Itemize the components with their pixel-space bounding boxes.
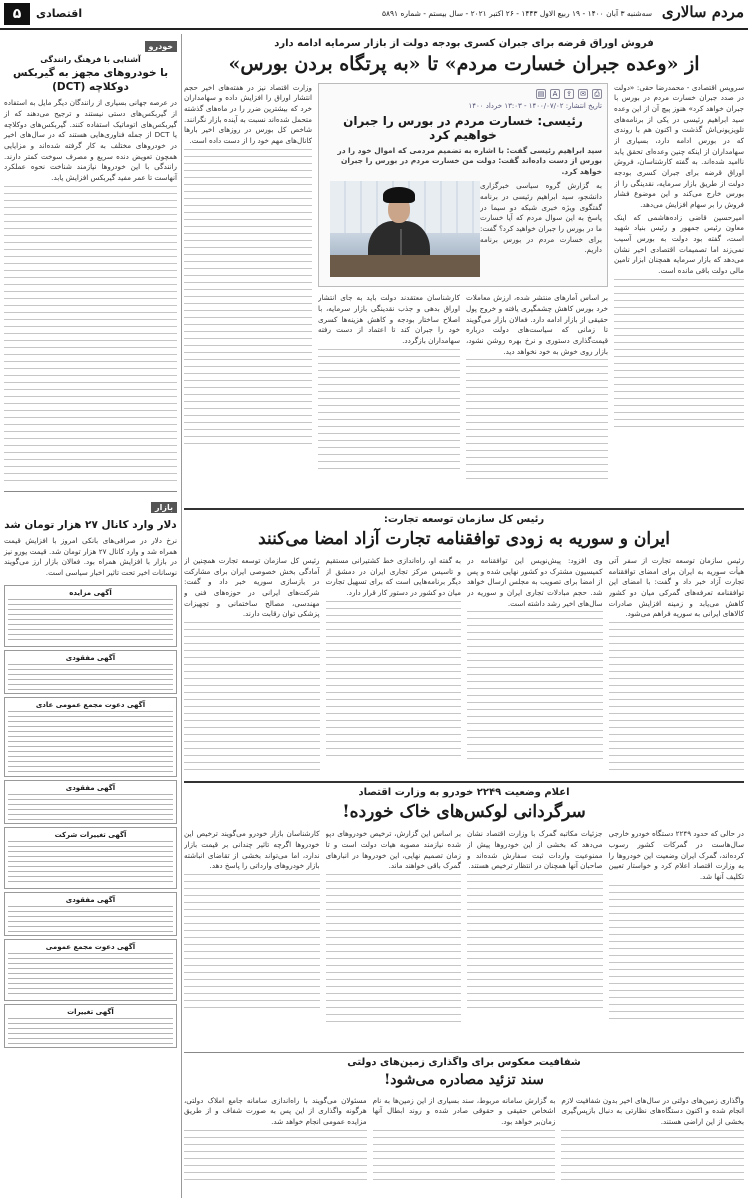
- third-story-column: [609, 829, 745, 1047]
- paragraph: سرویس اقتصادی - محمدرضا حقی: «دولت در صدد جبران خسارت مردم در بورس با جبران خواهد کرد» هنوز پیچ آن از این وعده سید ابراهیم رئیسی در یکی از برنامه‌های تلویزیونی‌اش گذشت و اکنون هم با روندی که در بورس ادامه دارد، بسیاری از سهامداران از اینکه چنین وعده‌ای تحقق یابد ناامید شده‌اند. به گفته کارشناسان، فروش اوراق قرضه برای جبران کسری بودجه دولت از طریق بازار سرمایه، نقدینگی را از بورس خارج می‌کند و این موضوع فشار فروش را بر سهام افزایش می‌دهد.: [614, 82, 744, 209]
- fourth-story: [184, 1057, 744, 1201]
- ad-title: آگهی دعوت مجمع عمومی: [45, 942, 136, 951]
- paragraph: به گزارش سامانه مربوط، سند بسیاری از این زمین‌ها به نام اشخاص حقیقی و حقوقی صادر شده و روند ابطال آنها زمان‌بر خواهد بود.: [372, 1095, 556, 1127]
- third-story-headline: سرگردانی لوکس‌های خاک‌ خورده!: [342, 802, 586, 822]
- section-divider: [184, 781, 744, 783]
- ad-text: [8, 711, 173, 773]
- feature-lead: سید ابراهیم رئیسی گفت: با اشاره به تضمیم مردمی که اموال خود را در بورس از دست داده‌اند گفت: دولت من خسارت مردم در بورس را جبران خواهد کرد.: [337, 145, 602, 176]
- classified-ad: [4, 939, 177, 1001]
- classified-ads: [4, 585, 177, 1048]
- text-continuation: [4, 186, 177, 486]
- ad-title: آگهی تغییرات: [67, 1007, 114, 1016]
- paragraph: در حالی که حدود ۲۲۴۹ دستگاه خودرو خارجی سال‌هاست در گمرکات کشور رسوب کرده‌اند، گمرک ایران وضعیت این خودروها را به وزارت اقتصاد اعلام کرد و خواستار تعیین تکلیف آنها شد.: [608, 829, 744, 881]
- second-story-column: [609, 556, 745, 776]
- text-continuation: [318, 349, 460, 469]
- left-sidebar: [4, 34, 182, 1198]
- second-story-kicker: رئیس کل سازمان توسعه تجارت:: [383, 513, 545, 525]
- second-story-column: [326, 556, 462, 776]
- main-news-area: [184, 34, 744, 1198]
- ad-text: [8, 664, 173, 690]
- text-continuation: [609, 885, 745, 1025]
- paragraph: کارشناسان معتقدند دولت باید به جای انتشار اوراق بدهی و جذب نقدینگی بازار سرمایه، با اصلاح ساختار بودجه و کاهش هزینه‌ها کسری خود را جبران کند تا اعتماد از دست رفته سهامداران بازگردد.: [318, 293, 460, 345]
- photo-desk: [330, 255, 480, 277]
- feature-title: رئیسی: خسارت مردم در بورس را جبران خواهیم کرد: [343, 113, 583, 142]
- text-continuation: [184, 149, 312, 449]
- text-continuation: [614, 279, 744, 429]
- paragraph: مسئولان می‌گویند با راه‌اندازی سامانه جامع املاک دولتی، هرگونه واگذاری از این پس به صورت شفاف و از طریق مزایده عمومی انجام خواهد شد.: [183, 1095, 367, 1127]
- text-continuation: [609, 622, 745, 772]
- sidebar-market-story: [4, 495, 177, 579]
- news-photo: [330, 181, 480, 277]
- ad-text: [8, 1018, 173, 1044]
- ad-title: آگهی مفقودی: [65, 653, 116, 662]
- share-icon[interactable]: ⇪: [564, 89, 574, 99]
- section-divider: [184, 1052, 744, 1053]
- lead-story-kicker: فروش اوراق قرضه برای جبران کسری بودجه دولت از بازار سرمایه ادامه دارد: [274, 38, 654, 49]
- text-continuation: [561, 1130, 744, 1180]
- page-number: ۵: [4, 3, 30, 25]
- lead-story: [184, 38, 744, 503]
- sidebar-body: در عرصه جهانی بسیاری از رانندگان دیگر مایل به استفاده از گیربکس‌های دستی نیستند و ترجیح می‌دهند که از گیربکس‌های اتوماتیک استفاده کنند. گیربکس‌های دوکلاچه یا DCT از جمله فناوری‌هایی هستند که در سال‌های اخیر در خودروهای مختلف به کار گرفته شده‌اند و مزایایی همچون تعویض دنده سریع و مصرف سوخت کمتر دارند. رانندگی با این خودروها نیازمند شناخت نحوه عملکرد آنهاست تا عمر مفید گیربکس افزایش یابد.: [4, 98, 177, 182]
- issue-info: سه‌شنبه ۳ آبان ۱۴۰۰ - ۱۹ ربیع الاول ۱۴۴۳ - ۲۶ اکتبر ۲۰۲۱ - سال بیستم - شماره ۵۸۹۱: [381, 9, 652, 18]
- third-story-column: [184, 829, 320, 1047]
- third-story: [184, 787, 744, 1047]
- text-continuation: [184, 874, 320, 1014]
- paragraph: وی افزود: پیش‌نویس این توافقنامه در کمیسیون مشترک دو کشور نهایی شده و پس از امضا برای تصویب به مجلس ارسال خواهد شد. حجم مبادلات تجاری ایران و سوریه در سال‌های اخیر رشد داشته است.: [467, 556, 603, 608]
- feature-box-column: [318, 83, 608, 503]
- ad-title: آگهی مزایده: [69, 588, 112, 597]
- paragraph: بر اساس این گزارش، ترخیص خودروهای دپو شده نیازمند مصوبه هیات دولت است و تا زمان تصمیم نهایی، این خودروها در انبارهای گمرک باقی خواهند ماند.: [325, 829, 461, 871]
- second-story-headline: ایران و سوریه به زودی توافقنامه تجارت آزاد امضا می‌کنند: [258, 528, 670, 549]
- lead-story-column: [184, 83, 312, 503]
- classified-ad: [4, 780, 177, 824]
- text-continuation: [467, 874, 603, 1014]
- paragraph: بر اساس آمارهای منتشر شده، ارزش معاملات خرد بورس کاهش چشمگیری یافته و خروج پول حقیقی از بازار ادامه دارد. فعالان بازار می‌گویند تا زمانی که سیاست‌های دولت درباره قیمت‌گذاری دستوری و نرخ بهره روشن نشود، بازار روی خوش به خود نخواهد دید.: [466, 293, 608, 356]
- sidebar-kicker: آشنایی با فرهنگ رانندگی: [40, 55, 141, 64]
- ad-text: [8, 953, 173, 997]
- ad-text: [8, 794, 173, 820]
- sidebar-tag: خودرو: [145, 41, 177, 52]
- feature-box: [318, 83, 608, 288]
- text-continuation: [326, 601, 462, 761]
- sidebar-market-body: نرخ دلار در صرافی‌های بانکی امروز با افزایش قیمت همراه شد و وارد کانال ۲۷ هزار تومان شد. قیمت یورو نیز در بازار با افزایش همراه بود. فعالان بازار ارز می‌گویند نوسانات اخیر تحت تاثیر اخبار سیاسی است.: [4, 536, 178, 578]
- third-story-column: [326, 829, 462, 1047]
- text-continuation: [326, 874, 462, 1024]
- paragraph: رئیس سازمان توسعه تجارت از سفر آتی هیأت سوریه به ایران برای امضای توافقنامه تجارت آزاد خبر داد و گفت: با امضای این توافقنامه تعرفه‌های گمرکی میان دو کشور کاهش می‌یابد و زمینه افزایش صادرات کالاهای ایرانی به سوریه فراهم می‌شود.: [608, 556, 744, 619]
- sidebar-story: [4, 34, 177, 486]
- text-continuation: [466, 359, 608, 479]
- sidebar-tag: بازار: [151, 502, 177, 513]
- print-icon[interactable]: ⎙: [592, 89, 602, 99]
- third-story-kicker: اعلام وضعیت ۲۲۴۹ خودرو به وزارت اقتصاد: [358, 787, 570, 798]
- third-story-column: [467, 829, 603, 1047]
- newspaper-logo: مردم سالاری: [661, 3, 744, 21]
- classified-ad: [4, 1004, 177, 1048]
- paragraph: کارشناسان بازار خودرو می‌گویند ترخیص این خودروها اگرچه تاثیر چندانی بر قیمت بازار ندارد، اما می‌تواند بخشی از تقاضای انباشته بازار خودروهای وارداتی را پاسخ دهد.: [184, 829, 320, 871]
- ad-text: [8, 841, 173, 885]
- masthead: [0, 0, 748, 30]
- feature-body: به گزارش گروه سیاسی خبرگزاری دانشجو، سید ابراهیم رئیسی در برنامه گفتگوی ویژه خبری شبکه دو سیما در پاسخ به این سوال مردم که آیا خسارت ما در بورس را جبران خواهید کرد؟ گفت: برای خسارت مردم در بورس برنامه داریم.: [480, 181, 602, 255]
- classified-ad: [4, 892, 177, 936]
- second-story-column: [184, 556, 320, 776]
- fourth-story-column: [184, 1096, 367, 1201]
- ad-title: آگهی مفقودی: [65, 783, 116, 792]
- section-title: اقتصادی: [36, 7, 83, 20]
- section-divider: [4, 491, 177, 492]
- lead-story-column: [318, 293, 460, 479]
- lead-story-column: [466, 293, 608, 479]
- lead-story-headline: از «وعده جبران خسارت مردم» تا «به پرتگاه بردن بورس»: [228, 53, 700, 75]
- paragraph: جزئیات مکاتبه گمرک با وزارت اقتصاد نشان می‌دهد که بخشی از این خودروها پیش از ممنوعیت واردات ثبت سفارش شده‌اند و صاحبان آنها همچنان در انتظار ترخیص هستند.: [467, 829, 603, 871]
- paragraph: وزارت اقتصاد نیز در هفته‌های اخیر حجم انتشار اوراق را افزایش داده و سهامداران خرد که بیشترین ضرر را در ماه‌های گذشته متحمل شده‌اند نسبت به آینده بازار نگرانند. شاخص کل بورس در روزهای اخیر بارها کانال‌های مهم خود را از دست داده است.: [184, 82, 312, 146]
- second-story-column: [467, 556, 603, 776]
- feature-date: تاریخ انتشار: ۱۴۰۰/۰۷/۰۲ - ۱۳:۰۳ خرداد ۱۴۰۰: [468, 101, 602, 110]
- fourth-story-kicker: شفافیت معکوس برای واگذاری زمین‌های دولتی: [347, 1057, 581, 1069]
- section-divider: [184, 508, 744, 510]
- lead-story-column: [614, 83, 744, 503]
- share-toolbar: [324, 89, 602, 99]
- save-icon[interactable]: ▤: [537, 89, 545, 98]
- sidebar-market-title: دلار وارد کانال ۲۷ هزار تومان شد: [4, 518, 177, 531]
- fourth-story-headline: سند تزئید مصادره می‌شود!: [384, 1072, 544, 1089]
- ad-title: آگهی مفقودی: [65, 895, 116, 904]
- photo-figure-turban: [383, 187, 415, 203]
- ad-text: [8, 906, 173, 932]
- classified-ad: [4, 827, 177, 889]
- text-continuation: [184, 1130, 367, 1180]
- text-continuation: [184, 622, 320, 772]
- paragraph: امیرحسین قاضی زاده‌هاشمی که اینک معاون رئیس جمهور و رئیس بنیاد شهید است، گفته بود دولت به بورس آسیب نمی‌زند اما تصمیمات اقتصادی اخیر نشان می‌دهد که بازار سرمایه همچنان ابزار تامین مالی دولت باقی مانده است.: [614, 212, 744, 275]
- sidebar-title: با خودروهای مجهز به گیربکس دوکلاچه (DCT): [12, 67, 169, 93]
- text-continuation: [373, 1130, 556, 1180]
- classified-ad: [4, 697, 177, 777]
- classified-ad: [4, 650, 177, 694]
- email-icon[interactable]: ✉: [578, 89, 588, 99]
- paragraph: به گفته او، راه‌اندازی خط کشتیرانی مستقیم و تاسیس مرکز تجاری ایران در دمشق از دیگر برنامه‌هایی است که برای تسهیل تجارت میان دو کشور در دستور کار قرار دارد.: [325, 556, 461, 597]
- paragraph: رئیس کل سازمان توسعه تجارت همچنین از آمادگی بخش خصوصی ایران برای مشارکت در بازسازی سوریه خبر داد و گفت: شرکت‌های ایرانی در حوزه‌های فنی و مهندسی، مصالح ساختمانی و تجهیزات پزشکی توان رقابت دارند.: [184, 556, 320, 619]
- ad-title: آگهی تغییرات شرکت: [54, 830, 127, 839]
- second-story: [184, 514, 744, 776]
- ad-text: [8, 599, 173, 643]
- classified-ad: [4, 585, 177, 647]
- paragraph: واگذاری زمین‌های دولتی در سال‌های اخیر بدون شفافیت لازم انجام شده و اکنون دستگاه‌های نظارتی به دنبال بازپس‌گیری بخشی از این اراضی هستند.: [561, 1095, 744, 1127]
- fourth-story-column: [561, 1096, 744, 1201]
- ad-title: آگهی دعوت مجمع عمومی عادی: [35, 700, 146, 709]
- font-size-icon[interactable]: A: [550, 89, 560, 99]
- text-continuation: [467, 611, 603, 761]
- fourth-story-column: [373, 1096, 556, 1201]
